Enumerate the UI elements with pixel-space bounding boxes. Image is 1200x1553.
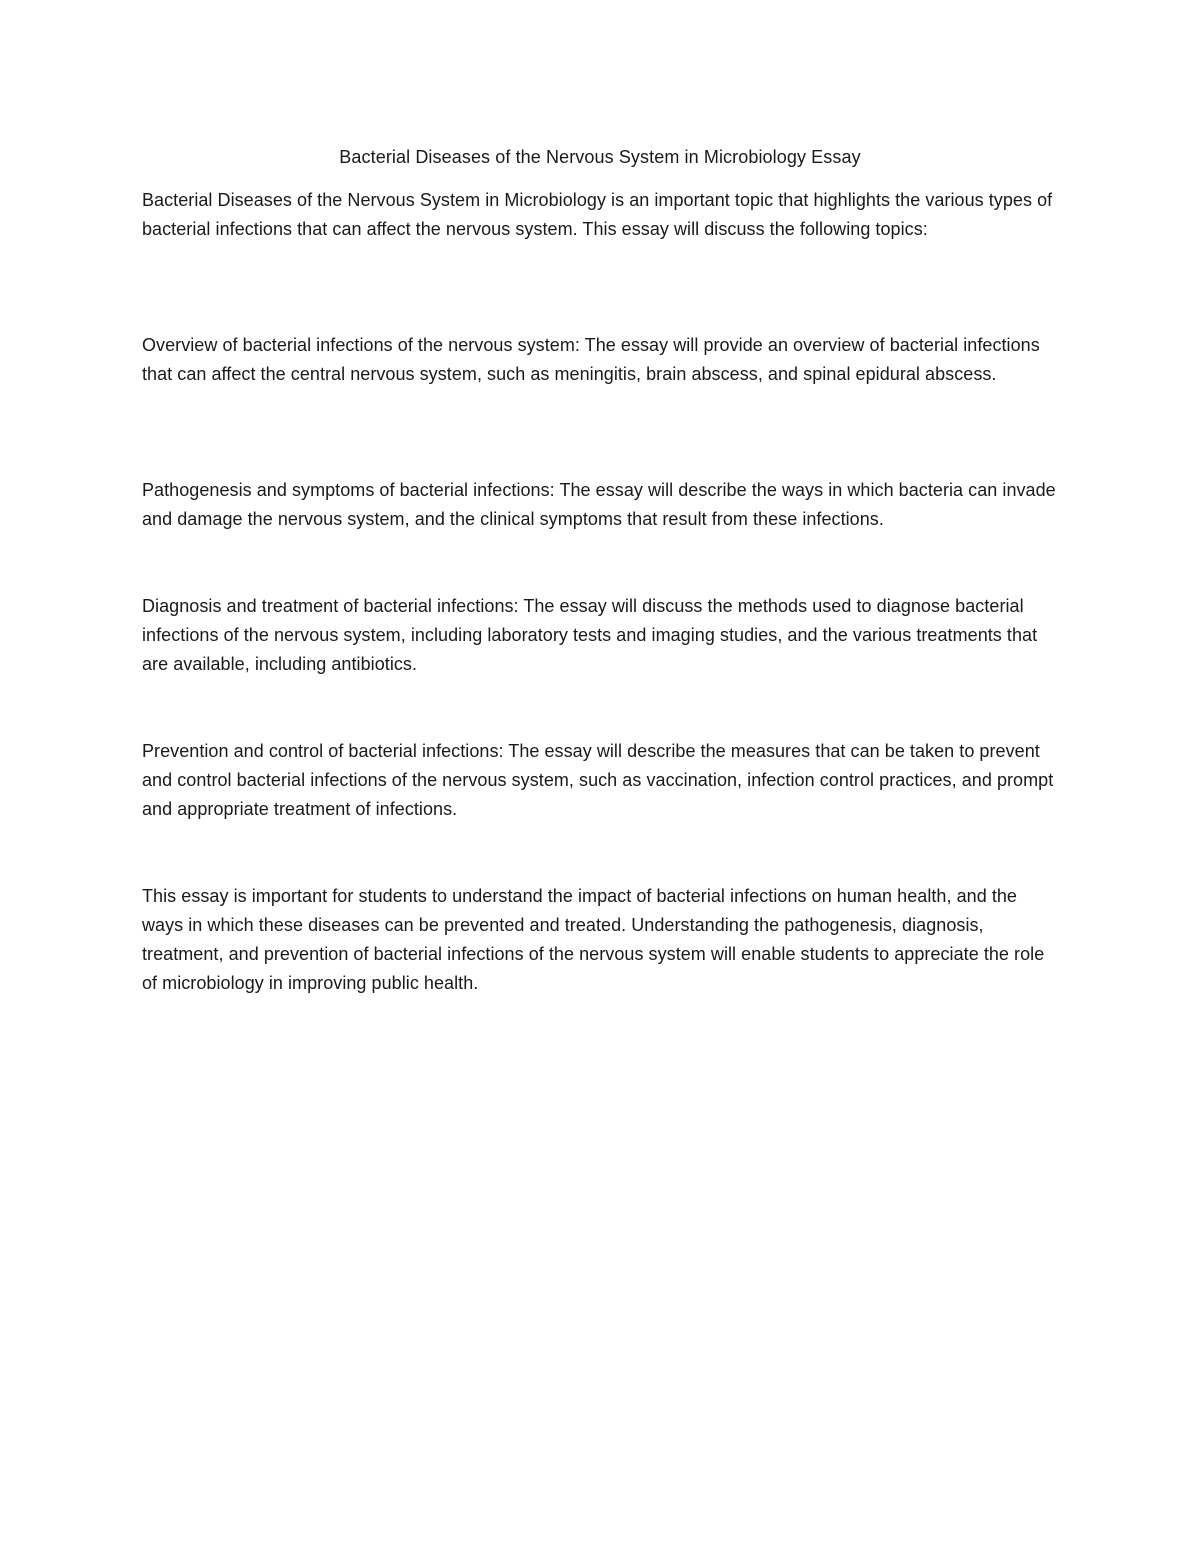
diagnosis-paragraph: Diagnosis and treatment of bacterial infections: The essay will discuss the methods used to diagnose bacterial infections of the nervous system, including laboratory tests and imaging studies, and the various treatments that are available, including antibiotics. (142, 596, 1038, 674)
intro-paragraph: Bacterial Diseases of the Nervous System in Microbiology is an important topic that highlights the various types of bacterial infections that can affect the nervous system. This essay will discuss the following topics: (142, 190, 1053, 239)
conclusion-paragraph: This essay is important for students to understand the impact of bacterial infections on human health, and the ways in which these diseases can be prevented and treated. Understanding the pathogenesis, diagnosis, treatment, and prevention of bacterial infections of the nervous system will enable students to appreciate the role of microbiology in improving public health. (142, 886, 1045, 993)
pathogenesis-paragraph: Pathogenesis and symptoms of bacterial infections: The essay will describe the ways in which bacteria can invade and damage the nervous system, and the clinical symptoms that result from these infections. (142, 480, 1056, 529)
prevention-paragraph: Prevention and control of bacterial infections: The essay will describe the measures that can be taken to prevent and control bacterial infections of the nervous system, such as vaccination, infection control practices, and prompt and appropriate treatment of infections. (142, 741, 1054, 819)
overview-paragraph: Overview of bacterial infections of the nervous system: The essay will provide an overview of bacterial infections that can affect the central nervous system, such as meningitis, brain abscess, and spinal epidural abscess. (142, 335, 1040, 384)
document-title: Bacterial Diseases of the Nervous System in Microbiology Essay (339, 147, 861, 167)
